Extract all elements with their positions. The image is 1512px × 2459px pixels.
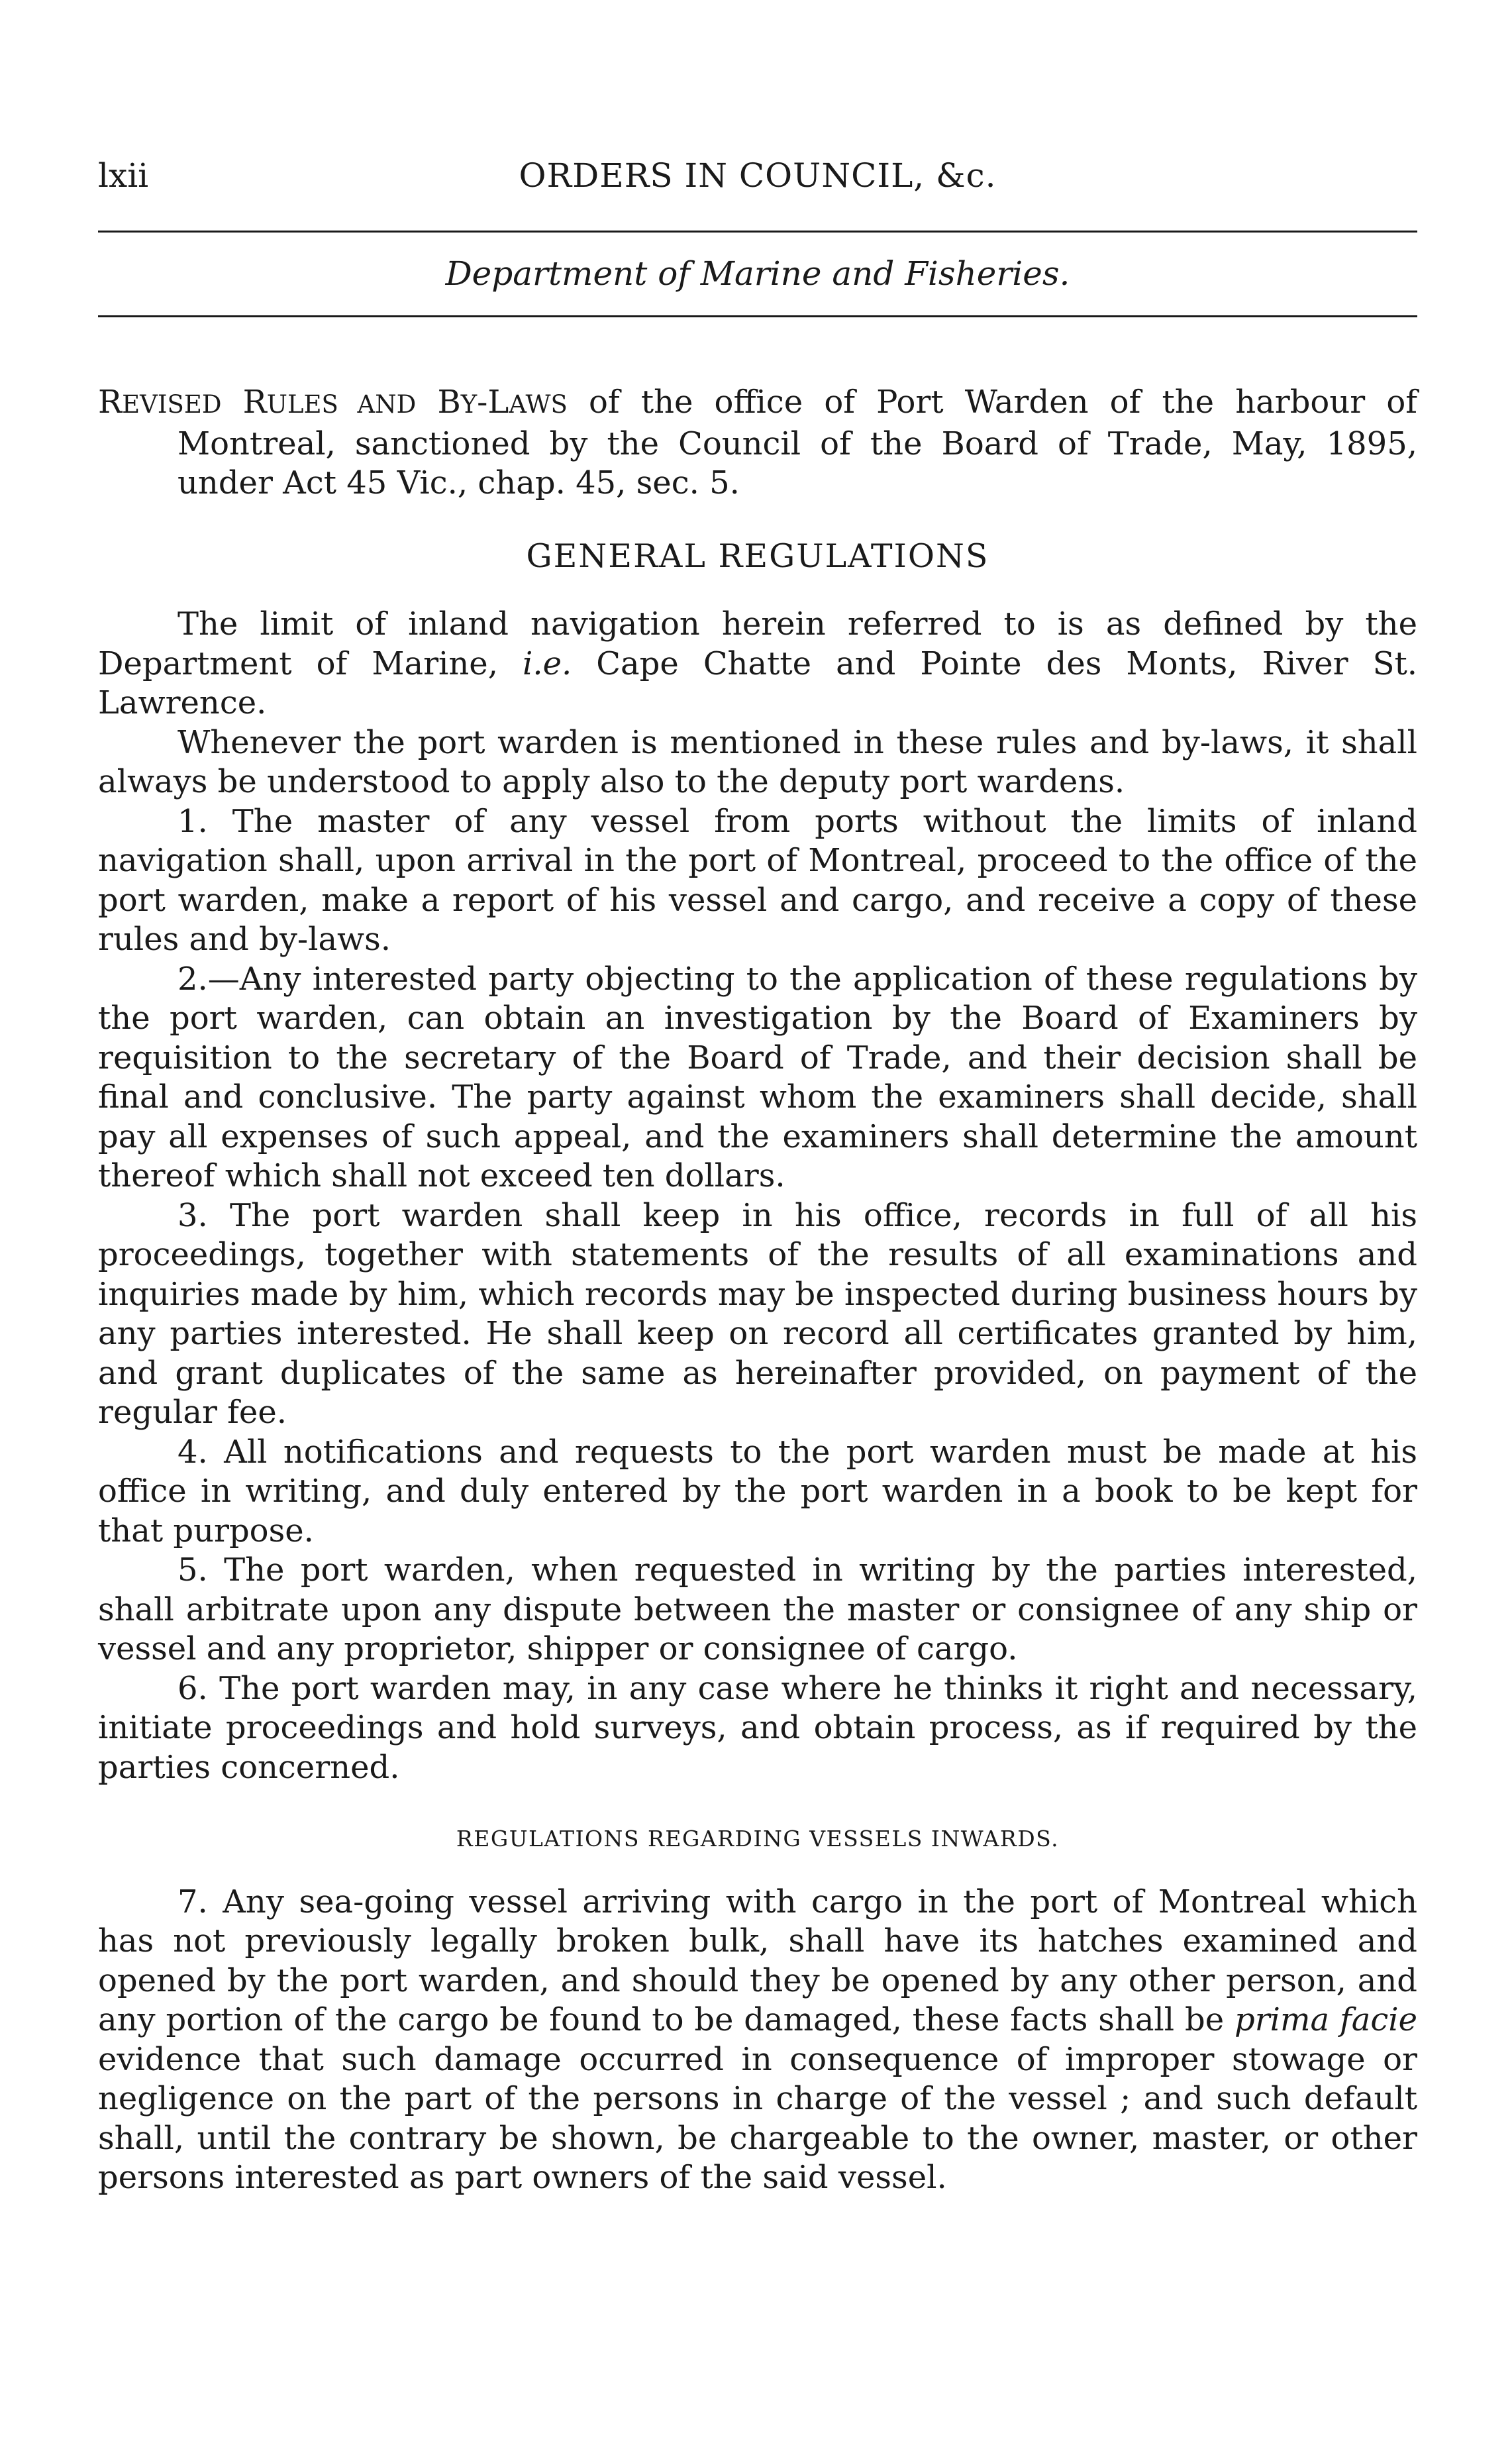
running-head	[98, 156, 1417, 196]
bottom-rule	[98, 315, 1417, 317]
running-title: ORDERS IN COUNCIL, &c.	[519, 156, 997, 195]
paragraph-deputy-wardens: Whenever the port warden is mentioned in these rules and by-laws, it shall always be understood to apply also to the deputy port wardens.	[98, 723, 1417, 800]
page-number: lxii	[98, 156, 149, 195]
department-title: Department of Marine and Fisheries.	[445, 254, 1070, 293]
body-text	[98, 383, 1417, 2198]
top-rule	[98, 231, 1417, 233]
paragraph-rule-5: 5. The port warden, when requested in writing by the parties interested, shall arbitrate upon any dispute between the master or consignee of any ship or vessel and any proprietor, shipper or consignee of cargo.	[98, 1551, 1417, 1667]
paragraph-rule-1: 1. The master of any vessel from ports without the limits of inland navigation shall, upon arrival in the port of Montreal, proceed to the office of the port warden, make a report of his vessel and cargo, and receive a copy of these rules and by-laws.	[98, 802, 1417, 958]
vessels-inwards-heading: REGULATIONS REGARDING VESSELS INWARDS.	[456, 1826, 1060, 1852]
paragraph-rule-3: 3. The port warden shall keep in his office, records in full of all his proceedings, together with statements of the results of all examinations and inquiries made by him, which records may be inspected during business hours by any parties interested. He shall keep on record all certificates granted by him, and grant duplicates of the same as hereinafter provided, on payment of the regular fee.	[98, 1196, 1417, 1431]
general-regulations-heading: GENERAL REGULATIONS	[526, 537, 989, 575]
paragraph-inland-limit: The limit of inland navigation herein referred to is as defined by the Department of Marine, i.e. Cape Chatte and Pointe des Monts, River St. Lawrence.	[98, 605, 1418, 721]
intro-paragraph: REVISED RULES AND BY-LAWS of the office of Port Warden of the harbour of Montreal, sanctioned by the Council of the Board of Trade, May, 1895, under Act 45 Vic., chap. 45, sec. 5.	[98, 384, 1417, 501]
paragraph-rule-7: 7. Any sea-going vessel arriving with cargo in the port of Montreal which has not previously legally broken bulk, shall have its hatches examined and opened by the port warden, and should they be opened by any other person, and any portion of the cargo be found to be damaged, these facts shall be prima facie evidence that such damage occurred in consequence of improper stowage or negligence on the part of the persons in charge of the vessel ; and such default shall, until the contrary be shown, be chargeable to the owner, master, or other persons interested as part owners of the said vessel.	[98, 1883, 1417, 2196]
paragraph-rule-6: 6. The port warden may, in any case where he thinks it right and necessary, initiate proceedings and hold surveys, and obtain process, as if required by the parties concerned.	[98, 1669, 1417, 1786]
paragraph-rule-2: 2.—Any interested party objecting to the application of these regulations by the port warden, can obtain an investigation by the Board of Examiners by requisition to the secretary of the Board of Trade, and their decision shall be final and conclusive. The party against whom the examiners shall decide, shall pay all expenses of such appeal, and the examiners shall determine the amount thereof which shall not exceed ten dollars.	[98, 960, 1417, 1194]
paragraph-rule-4: 4. All notifications and requests to the port warden must be made at his office in writing, and duly entered by the port warden in a book to be kept for that purpose.	[98, 1433, 1417, 1549]
